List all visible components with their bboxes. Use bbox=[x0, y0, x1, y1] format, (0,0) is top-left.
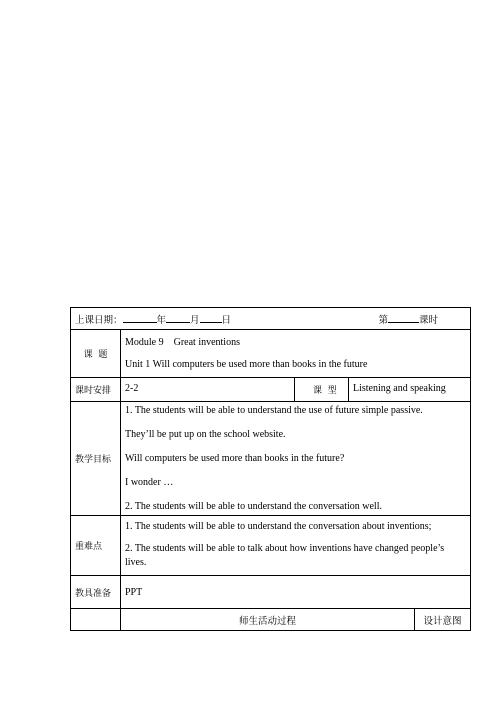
objective-item: Will computers be used more than books in the future? bbox=[125, 452, 345, 464]
topic-label: 课 题 bbox=[71, 330, 121, 378]
topic-module: Module 9 Great inventions bbox=[125, 336, 240, 348]
date-label: 上课日期： bbox=[75, 314, 123, 326]
objective-item: 1. The students will be able to understand the use of future simple passive. bbox=[125, 404, 423, 416]
topic-row bbox=[71, 330, 471, 378]
header-row bbox=[71, 308, 471, 330]
period-field bbox=[378, 312, 438, 326]
date-field bbox=[75, 312, 231, 326]
type-label: 课 型 bbox=[295, 378, 349, 402]
objective-item: 2. The students will be able to understand the conversation well. bbox=[125, 500, 382, 512]
lesson-plan-table bbox=[70, 307, 471, 631]
key-points-content bbox=[121, 516, 471, 576]
key-points-row bbox=[71, 516, 471, 576]
materials-row bbox=[71, 576, 471, 609]
materials-label: 教具准备 bbox=[71, 576, 121, 609]
month-label: 月 bbox=[190, 314, 200, 326]
process-header-row bbox=[71, 609, 471, 631]
key-points-label: 重难点 bbox=[71, 516, 121, 576]
period-blank bbox=[388, 312, 419, 323]
materials-value: PPT bbox=[121, 576, 471, 609]
topic-content bbox=[121, 330, 471, 378]
year-blank bbox=[123, 312, 157, 323]
activity-header: 师生活动过程 bbox=[121, 609, 415, 631]
schedule-row bbox=[71, 378, 471, 402]
year-label: 年 bbox=[156, 314, 167, 326]
objectives-row bbox=[71, 402, 471, 516]
day-blank bbox=[200, 312, 222, 323]
objective-item: They’ll be put up on the school website. bbox=[125, 428, 286, 440]
objectives-content bbox=[121, 402, 471, 516]
key-point-item: 2. The students will be able to talk about how inventions have changed people’s lives. bbox=[125, 543, 445, 568]
schedule-label: 课时安排 bbox=[71, 378, 121, 402]
topic-unit: Unit 1 Will computers be used more than books in the future bbox=[125, 358, 368, 370]
period-suffix: 课时 bbox=[419, 314, 439, 326]
period-prefix: 第 bbox=[378, 314, 388, 326]
design-header: 设计意图 bbox=[415, 609, 471, 631]
objectives-label: 教学目标 bbox=[71, 402, 121, 516]
month-blank bbox=[166, 312, 190, 323]
type-value: Listening and speaking bbox=[349, 378, 471, 402]
key-point-item: 1. The students will be able to understand the conversation about inventions; bbox=[125, 521, 432, 532]
schedule-value: 2-2 bbox=[121, 378, 295, 402]
process-empty-cell bbox=[71, 609, 121, 631]
objective-item: I wonder … bbox=[125, 476, 174, 488]
day-label: 日 bbox=[221, 314, 232, 326]
